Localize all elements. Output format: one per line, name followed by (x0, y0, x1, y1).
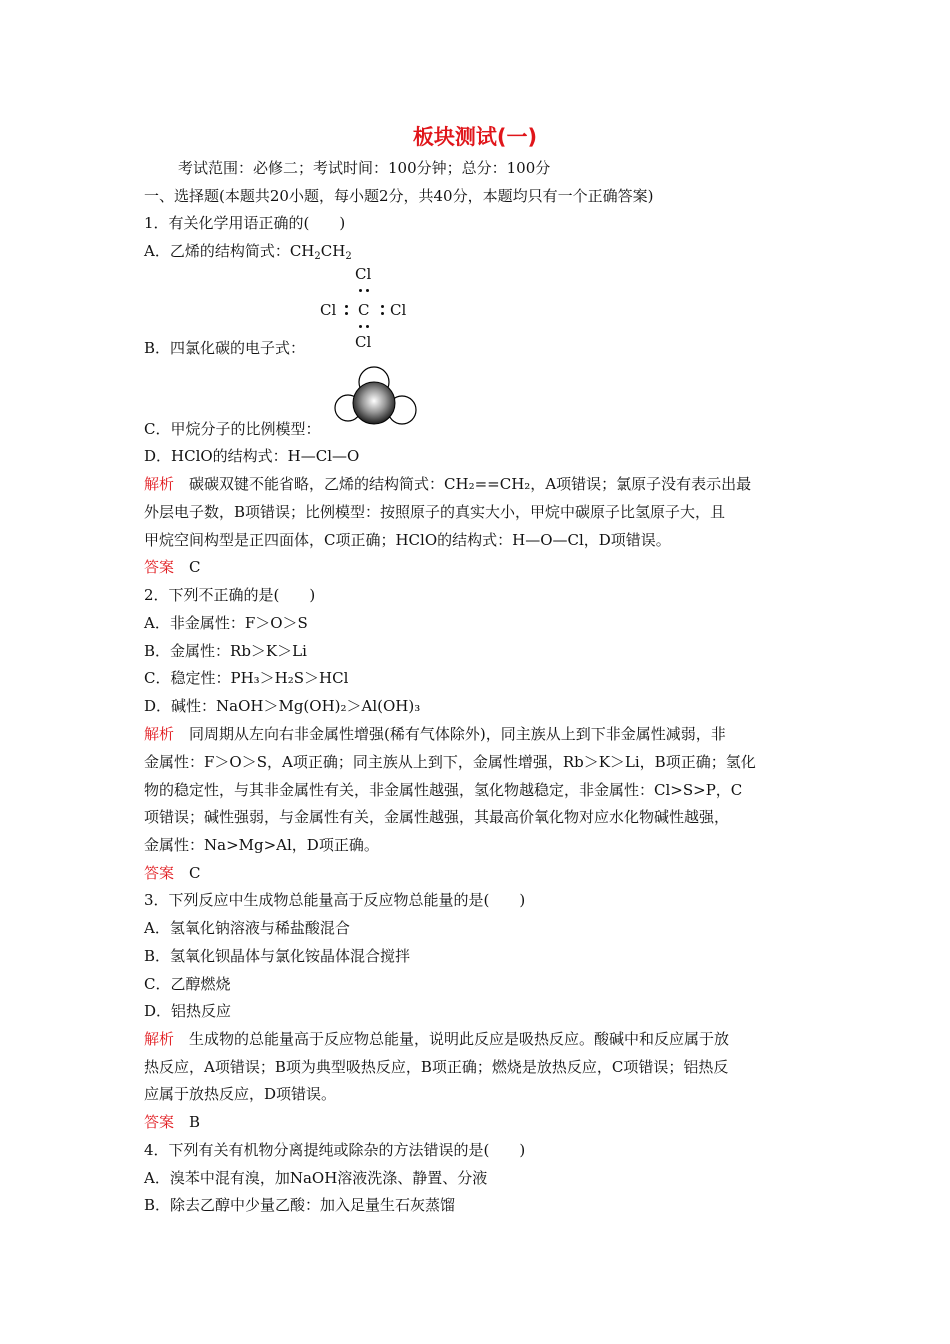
q3-option-a: A．氢氧化钠溶液与稀盐酸混合 (144, 919, 350, 937)
ef-center-c: C (358, 301, 370, 319)
q3-analysis-line-1: 解析 生成物的总能量高于反应物总能量，说明此反应是吸热反应。酸碱中和反应属于放 (144, 1030, 730, 1048)
analysis-label: 解析 (144, 475, 175, 493)
q4-option-a: A．溴苯中混有溴，加NaOH溶液洗涤、静置、分液 (144, 1169, 488, 1187)
q2-option-d: D．碱性：NaOH＞Mg(OH)₂＞Al(OH)₃ (144, 697, 421, 715)
q3-option-d: D．铝热反应 (144, 1002, 232, 1020)
q2-analysis-line-2: 金属性：F＞O＞S，A项正确；同主族从上到下，金属性增强，Rb＞K＞Li，B项正确；氢化 (144, 753, 756, 771)
q1-stem: 1．有关化学用语正确的( ) (144, 214, 346, 232)
q2-stem: 2．下列不正确的是( ) (144, 586, 316, 604)
ef-top-cl: Cl (355, 265, 372, 283)
answer-label: 答案 (144, 1113, 175, 1131)
ccl4-electron-formula (318, 265, 418, 355)
q1-option-d: D．HClO的结构式：H—Cl—O (144, 447, 360, 465)
q1-analysis-line-3: 甲烷空间构型是正四面体，C项正确；HClO的结构式：H—O—Cl，D项错误。 (144, 531, 671, 549)
analysis-label: 解析 (144, 1030, 175, 1048)
q2-analysis-line-3: 物的稳定性，与其非金属性有关，非金属性越强，氢化物越稳定，非金属性：Cl>S>P，C (144, 781, 743, 799)
q3-option-c: C．乙醇燃烧 (144, 975, 231, 993)
q3-option-b: B．氢氧化钡晶体与氯化铵晶体混合搅拌 (144, 947, 411, 965)
q4-option-b: B．除去乙醇中少量乙酸：加入足量生石灰蒸馏 (144, 1196, 456, 1214)
q2-option-b: B．金属性：Rb＞K＞Li (144, 642, 307, 660)
q2-analysis-line-5: 金属性：Na>Mg>Al，D项正确。 (144, 836, 379, 854)
q3-answer: 答案 B (144, 1113, 201, 1131)
q1-answer: 答案 C (144, 558, 201, 576)
document-title: 板块测试(一) (412, 125, 538, 149)
q3-analysis-line-3: 应属于放热反应，D项错误。 (144, 1085, 337, 1103)
q2-analysis-line-4: 项错误；碱性强弱，与金属性有关，金属性越强，其最高价氧化物对应水化物碱性越强， (144, 808, 730, 826)
q1-option-a: A．乙烯的结构简式：$CH_2CH_2$ (144, 242, 352, 262)
analysis-label: 解析 (144, 725, 175, 743)
methane-space-filling-model (334, 366, 420, 430)
ef-right-cl: Cl (390, 301, 407, 319)
q2-answer: 答案 C (144, 864, 201, 882)
exam-info: 考试范围：必修二；考试时间：100分钟；总分：100分 (178, 159, 551, 177)
q1-analysis-line-2: 外层电子数，B项错误；比例模型：按照原子的真实大小，甲烷中碳原子比氢原子大，且 (144, 503, 726, 521)
section-heading: 一、选择题(本题共20小题，每小题2分，共40分，本题均只有一个正确答案) (144, 187, 654, 205)
q1-analysis-line-1: 解析 碳碳双键不能省略，乙烯的结构简式：CH₂==CH₂，A项错误；氯原子没有表示出最 (144, 475, 752, 493)
answer-label: 答案 (144, 864, 175, 882)
q3-analysis-line-2: 热反应，A项错误；B项为典型吸热反应，B项正确；燃烧是放热反应，C项错误；铝热反 (144, 1058, 729, 1076)
q1-option-c: C．甲烷分子的比例模型： (144, 420, 321, 438)
ef-bottom-cl: Cl (355, 333, 372, 351)
q4-stem: 4．下列有关有机物分离提纯或除杂的方法错误的是( ) (144, 1141, 526, 1159)
q2-analysis-line-1: 解析 同周期从左向右非金属性增强(稀有气体除外)，同主族从上到下非金属性减弱，非 (144, 725, 726, 743)
answer-label: 答案 (144, 558, 175, 576)
ef-left-cl: Cl (320, 301, 337, 319)
q1-option-b: B．四氯化碳的电子式： (144, 339, 306, 357)
q2-option-a: A．非金属性：F＞O＞S (144, 614, 308, 632)
q2-option-c: C．稳定性：PH₃＞H₂S＞HCl (144, 669, 349, 687)
q3-stem: 3．下列反应中生成物总能量高于反应物总能量的是( ) (144, 891, 526, 909)
